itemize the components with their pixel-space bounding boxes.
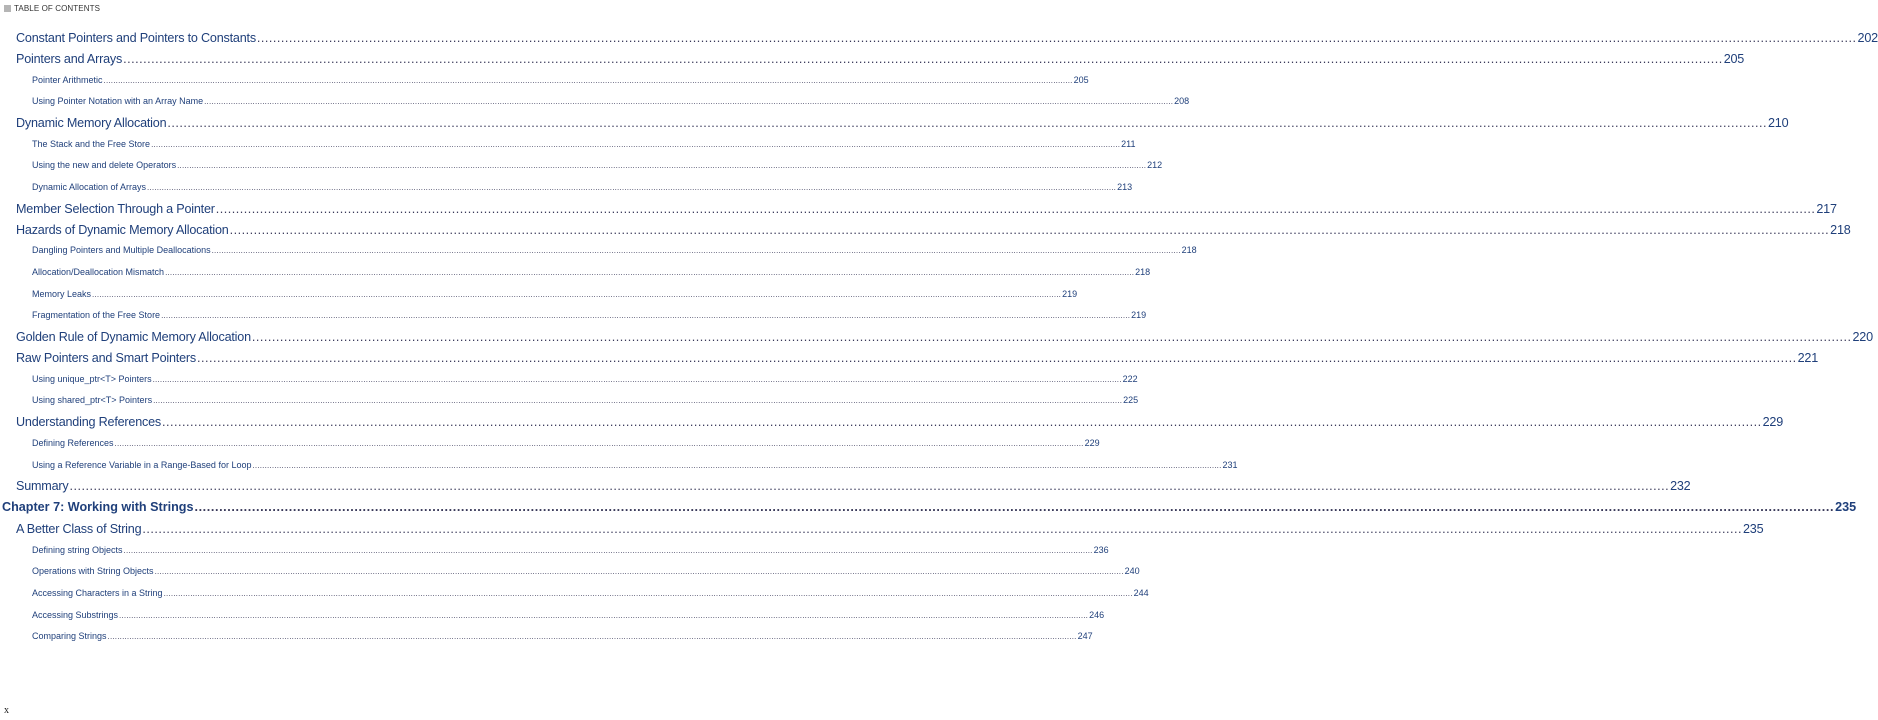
toc-entry-title: Defining References (32, 437, 114, 448)
toc-section-entry[interactable] (16, 476, 1691, 497)
toc-dot-leader: ................................................................................................................................................................................................................................................................................................................................................................................................................ (114, 438, 1084, 448)
toc-entry-title: Using unique_ptr<T> Pointers (32, 373, 152, 384)
table-of-contents (2, 28, 1878, 648)
toc-section-entry[interactable] (16, 519, 1764, 540)
toc-entry-title: Allocation/Deallocation Mismatch (32, 267, 165, 278)
toc-entry-title: Chapter 7: Working with Strings (2, 500, 194, 515)
toc-chapter-entry[interactable] (0, 497, 1857, 519)
toc-entry-title: Accessing Substrings (32, 609, 119, 620)
toc-entry-title: Using a Reference Variable in a Range-Based for Loop (32, 459, 252, 470)
toc-subsection-entry[interactable] (16, 561, 1140, 583)
toc-dot-leader: ................................................................................................................................................................................................................................................................................................................................................................................................................ (119, 610, 1089, 620)
toc-dot-leader: ................................................................................................................................................................................................................................................................................................................................................................................................................ (167, 115, 1767, 130)
header-marker-square (4, 5, 11, 12)
toc-entry-page: 211 (1121, 138, 1136, 149)
toc-section-entry[interactable] (16, 412, 1784, 433)
toc-entry-page: 247 (1077, 631, 1093, 642)
toc-dot-leader: ................................................................................................................................................................................................................................................................................................................................................................................................................ (256, 31, 1857, 45)
toc-entry-title: Member Selection Through a Pointer (16, 201, 215, 216)
toc-section-entry[interactable] (16, 49, 1745, 70)
toc-dot-leader: ................................................................................................................................................................................................................................................................................................................................................................................................................ (69, 479, 1670, 494)
toc-entry-page: 205 (1073, 74, 1089, 85)
toc-entry-page: 208 (1174, 96, 1190, 107)
toc-entry-title: Accessing Characters in a String (32, 587, 163, 598)
toc-subsection-entry[interactable] (16, 177, 1133, 199)
toc-entry-title: Fragmentation of the Free Store (32, 310, 161, 321)
toc-section-entry[interactable] (16, 220, 1851, 241)
toc-entry-title: Dynamic Allocation of Arrays (32, 182, 147, 193)
toc-entry-page: 222 (1122, 373, 1138, 384)
page-number: x (4, 705, 9, 716)
toc-entry-page: 205 (1723, 51, 1745, 66)
toc-dot-leader: ................................................................................................................................................................................................................................................................................................................................................................................................................ (215, 201, 1816, 216)
toc-entry-page: 221 (1797, 350, 1819, 365)
toc-subsection-entry[interactable] (16, 605, 1105, 627)
toc-section-entry[interactable] (16, 113, 1789, 134)
toc-subsection-entry[interactable] (16, 91, 1190, 113)
toc-subsection-entry[interactable] (16, 626, 1093, 648)
toc-dot-leader: ................................................................................................................................................................................................................................................................................................................................................................................................................ (162, 415, 1762, 430)
toc-entry-title: Hazards of Dynamic Memory Allocation (16, 222, 229, 237)
toc-entry-page: 219 (1062, 288, 1078, 299)
toc-entry-page: 231 (1222, 459, 1238, 470)
toc-dot-leader: ................................................................................................................................................................................................................................................................................................................................................................................................................ (177, 161, 1147, 171)
toc-entry-title: Pointer Arithmetic (32, 74, 103, 85)
toc-entry-page: 240 (1124, 566, 1140, 577)
toc-entry-title: Using shared_ptr<T> Pointers (32, 395, 153, 406)
toc-subsection-entry[interactable] (16, 305, 1147, 327)
toc-dot-leader: ................................................................................................................................................................................................................................................................................................................................................................................................................ (154, 567, 1124, 577)
toc-entry-title: Dangling Pointers and Multiple Deallocations (32, 245, 211, 256)
toc-section-entry[interactable] (16, 199, 1837, 220)
toc-subsection-entry[interactable] (16, 583, 1149, 605)
toc-subsection-entry[interactable] (16, 455, 1238, 477)
toc-entry-title: Using the new and delete Operators (32, 160, 177, 171)
toc-subsection-entry[interactable] (16, 134, 1136, 156)
running-header (4, 2, 100, 14)
toc-entry-page: 232 (1670, 479, 1691, 494)
toc-dot-leader: ................................................................................................................................................................................................................................................................................................................................................................................................................ (161, 311, 1131, 321)
toc-dot-leader: ................................................................................................................................................................................................................................................................................................................................................................................................................ (142, 521, 1742, 536)
toc-dot-leader: ................................................................................................................................................................................................................................................................................................................................................................................................................ (251, 330, 1852, 345)
toc-subsection-entry[interactable] (16, 284, 1078, 306)
toc-entry-title: Understanding References (16, 415, 162, 430)
toc-dot-leader: ................................................................................................................................................................................................................................................................................................................................................................................................................ (194, 500, 1835, 515)
toc-section-entry[interactable] (16, 327, 1873, 348)
toc-entry-title: The Stack and the Free Store (32, 138, 151, 149)
toc-entry-title: Raw Pointers and Smart Pointers (16, 350, 196, 365)
toc-dot-leader: ................................................................................................................................................................................................................................................................................................................................................................................................................ (252, 460, 1222, 470)
toc-entry-page: 235 (1835, 500, 1857, 515)
toc-dot-leader: ................................................................................................................................................................................................................................................................................................................................................................................................................ (152, 374, 1122, 384)
toc-subsection-entry[interactable] (16, 390, 1139, 412)
toc-dot-leader: ................................................................................................................................................................................................................................................................................................................................................................................................................ (92, 289, 1062, 299)
toc-entry-page: 244 (1133, 587, 1149, 598)
toc-entry-page: 229 (1762, 415, 1784, 430)
toc-entry-page: 220 (1852, 330, 1873, 345)
toc-entry-page: 225 (1123, 395, 1139, 406)
toc-entry-page: 213 (1117, 182, 1133, 193)
toc-subsection-entry[interactable] (16, 70, 1089, 92)
toc-entry-title: Operations with String Objects (32, 566, 154, 577)
toc-subsection-entry[interactable] (16, 262, 1151, 284)
toc-dot-leader: ................................................................................................................................................................................................................................................................................................................................................................................................................ (123, 545, 1093, 555)
toc-dot-leader: ................................................................................................................................................................................................................................................................................................................................................................................................................ (204, 97, 1174, 107)
toc-dot-leader: ................................................................................................................................................................................................................................................................................................................................................................................................................ (153, 396, 1123, 406)
toc-entry-page: 246 (1089, 609, 1105, 620)
toc-entry-title: Dynamic Memory Allocation (16, 115, 167, 130)
toc-entry-page: 210 (1767, 115, 1789, 130)
toc-entry-page: 229 (1084, 437, 1100, 448)
toc-dot-leader: ................................................................................................................................................................................................................................................................................................................................................................................................................ (163, 588, 1133, 598)
toc-entry-title: Using Pointer Notation with an Array Name (32, 96, 204, 107)
toc-entry-title: Defining string Objects (32, 544, 123, 555)
toc-entry-page: 218 (1830, 222, 1851, 237)
toc-dot-leader: ................................................................................................................................................................................................................................................................................................................................................................................................................ (107, 632, 1077, 642)
toc-dot-leader: ................................................................................................................................................................................................................................................................................................................................................................................................................ (151, 139, 1121, 149)
toc-entry-title: Comparing Strings (32, 631, 107, 642)
toc-subsection-entry[interactable] (16, 369, 1138, 391)
toc-entry-page: 235 (1743, 521, 1764, 536)
toc-entry-title: Pointers and Arrays (16, 51, 123, 66)
toc-dot-leader: ................................................................................................................................................................................................................................................................................................................................................................................................................ (197, 350, 1797, 365)
header-title: TABLE OF CONTENTS (14, 3, 101, 13)
toc-dot-leader: ................................................................................................................................................................................................................................................................................................................................................................................................................ (103, 75, 1073, 85)
toc-dot-leader: ................................................................................................................................................................................................................................................................................................................................................................................................................ (165, 268, 1135, 278)
toc-entry-page: 212 (1147, 160, 1163, 171)
toc-entry-page: 236 (1093, 544, 1109, 555)
toc-entry-page: 218 (1135, 267, 1151, 278)
toc-section-entry[interactable] (16, 348, 1819, 369)
toc-entry-title: Constant Pointers and Pointers to Constants (16, 31, 256, 45)
toc-entry-page: 218 (1181, 245, 1197, 256)
toc-section-entry[interactable] (16, 28, 1878, 49)
toc-entry-title: A Better Class of String (16, 521, 142, 536)
toc-entry-page: 219 (1131, 310, 1147, 321)
toc-dot-leader: ................................................................................................................................................................................................................................................................................................................................................................................................................ (123, 51, 1723, 66)
toc-entry-page: 202 (1857, 31, 1878, 45)
toc-entry-title: Summary (16, 479, 69, 494)
toc-subsection-entry[interactable] (16, 540, 1109, 562)
toc-subsection-entry[interactable] (16, 433, 1100, 455)
toc-dot-leader: ................................................................................................................................................................................................................................................................................................................................................................................................................ (147, 183, 1117, 193)
toc-dot-leader: ................................................................................................................................................................................................................................................................................................................................................................................................................ (229, 222, 1830, 237)
toc-entry-page: 217 (1816, 201, 1837, 216)
toc-subsection-entry[interactable] (16, 155, 1163, 177)
toc-subsection-entry[interactable] (16, 240, 1197, 262)
toc-entry-title: Memory Leaks (32, 288, 92, 299)
toc-entry-title: Golden Rule of Dynamic Memory Allocation (16, 330, 251, 345)
toc-dot-leader: ................................................................................................................................................................................................................................................................................................................................................................................................................ (211, 246, 1181, 256)
